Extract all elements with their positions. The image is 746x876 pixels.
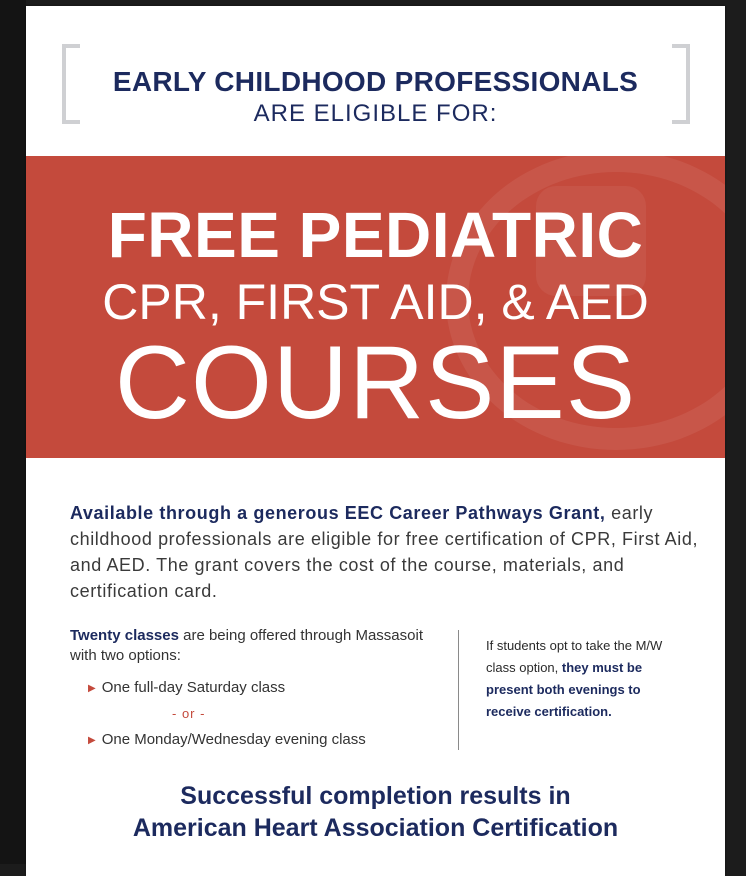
or-separator: - or - [172,706,206,721]
banner-courses: COURSES [114,325,637,441]
note-text: If students opt to take the M/W class option, [486,638,663,675]
footer-line2: American Heart Association Certification [132,814,619,842]
banner-subheadline: CPR, FIRST AID, & AED [102,274,649,330]
attendance-note [486,635,686,723]
intro-paragraph [70,500,710,604]
screen-edge [0,0,26,864]
option-evening [88,731,366,748]
vertical-divider [458,630,459,750]
header-title: EARLY CHILDHOOD PROFESSIONALS [112,66,639,97]
classes-count: Twenty classes [70,627,179,644]
option-evening-label: One Monday/Wednesday evening class [101,731,366,748]
triangle-bullet-icon: ▶ [88,735,96,746]
classes-description [70,626,450,666]
option-saturday [88,679,285,696]
flyer-page [26,6,725,876]
intro-body: early childhood professionals are eligible for free certification of CPR, First Aid, and AED. The grant covers the cost of the course, materials, and certification card. [70,503,699,601]
intro-lead: Available through a generous EEC Career Pathways Grant, [70,503,606,523]
red-banner [26,156,725,458]
certification-footer [26,780,725,844]
footer-line1: Successful completion results in [180,782,571,810]
banner-headline: FREE PEDIATRIC [107,199,644,271]
triangle-bullet-icon: ▶ [88,683,96,694]
classes-text: are being offered through Massasoit with two options: [70,627,423,664]
note-requirement: they must be present both evenings to receive certification. [486,660,643,719]
header-subtitle: ARE ELIGIBLE FOR: [253,100,498,127]
option-saturday-label: One full-day Saturday class [101,679,286,696]
